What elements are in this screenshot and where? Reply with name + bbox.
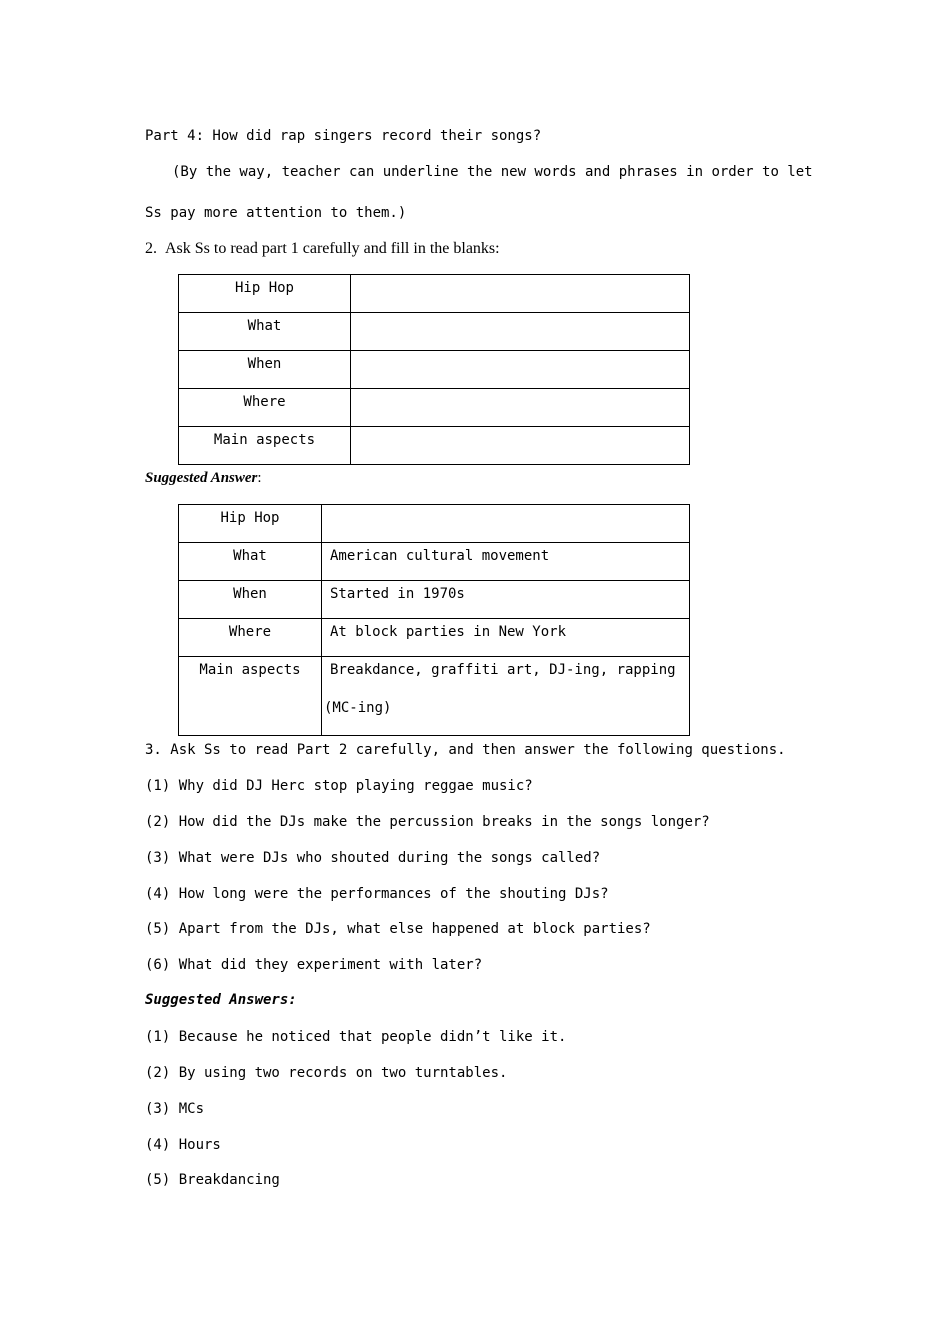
answer-item: (5) Breakdancing	[145, 1172, 280, 1188]
table-row	[179, 427, 690, 465]
question-item: (4) How long were the performances of the shouting DJs?	[145, 886, 609, 902]
table-value	[322, 505, 689, 510]
table-label: When	[247, 356, 282, 372]
fill-in-table	[178, 274, 690, 465]
table-row	[179, 351, 690, 389]
blank-cell[interactable]	[351, 389, 690, 427]
teacher-note-line1: (By the way, teacher can underline the new words and phrases in order to let	[172, 164, 813, 180]
answer-item: (1) Because he noticed that people didn’t like it.	[145, 1029, 567, 1045]
answer-item: (2) By using two records on two turntables.	[145, 1065, 508, 1081]
blank-cell[interactable]	[351, 351, 690, 389]
table-row	[179, 505, 690, 543]
table-label: Where	[228, 624, 272, 640]
question-item: (6) What did they experiment with later?	[145, 957, 483, 973]
table-label: When	[233, 586, 267, 602]
table-row	[179, 657, 690, 736]
table-value: At block parties in New York	[330, 624, 567, 640]
table-row	[179, 389, 690, 427]
teacher-note-line2: Ss pay more attention to them.)	[145, 205, 407, 221]
table-row	[179, 275, 690, 313]
table-label: Hip Hop	[234, 280, 294, 296]
table-label: What	[247, 318, 282, 334]
table-label: Where	[243, 394, 286, 410]
table-row	[179, 581, 690, 619]
blank-cell[interactable]	[351, 313, 690, 351]
table-value: Breakdance, graffiti art, DJ-ing, rapping	[330, 662, 676, 678]
table-value-continued: (MC-ing)	[324, 700, 392, 716]
question-item: (1) Why did DJ Herc stop playing reggae music?	[145, 778, 533, 794]
question-item: (2) How did the DJs make the percussion breaks in the songs longer?	[145, 814, 710, 830]
part4-heading: Part 4: How did rap singers record their songs?	[145, 128, 542, 144]
task3-instruction: 3. Ask Ss to read Part 2 carefully, and then answer the following questions.	[145, 742, 786, 758]
table-label: Main aspects	[213, 432, 316, 448]
table-row	[179, 313, 690, 351]
answer-item: (3) MCs	[145, 1101, 205, 1117]
table-label: Main aspects	[199, 662, 301, 678]
table-label: What	[233, 548, 267, 564]
question-item: (5) Apart from the DJs, what else happened at block parties?	[145, 921, 651, 937]
task2-instruction: 2. Ask Ss to read part 1 carefully and fill in the blanks:	[145, 240, 500, 257]
suggested-answer-heading: Suggested Answer:	[145, 470, 262, 486]
table-value: Started in 1970s	[330, 586, 465, 602]
suggested-answers-heading: Suggested Answers:	[145, 992, 297, 1008]
table-value: American cultural movement	[330, 548, 550, 564]
question-item: (3) What were DJs who shouted during the songs called?	[145, 850, 601, 866]
answer-item: (4) Hours	[145, 1137, 221, 1153]
table-row	[179, 619, 690, 657]
table-row	[179, 543, 690, 581]
answer-table	[178, 504, 690, 736]
table-label: Hip Hop	[220, 510, 280, 526]
blank-cell[interactable]	[351, 427, 690, 465]
blank-cell[interactable]	[351, 275, 690, 313]
